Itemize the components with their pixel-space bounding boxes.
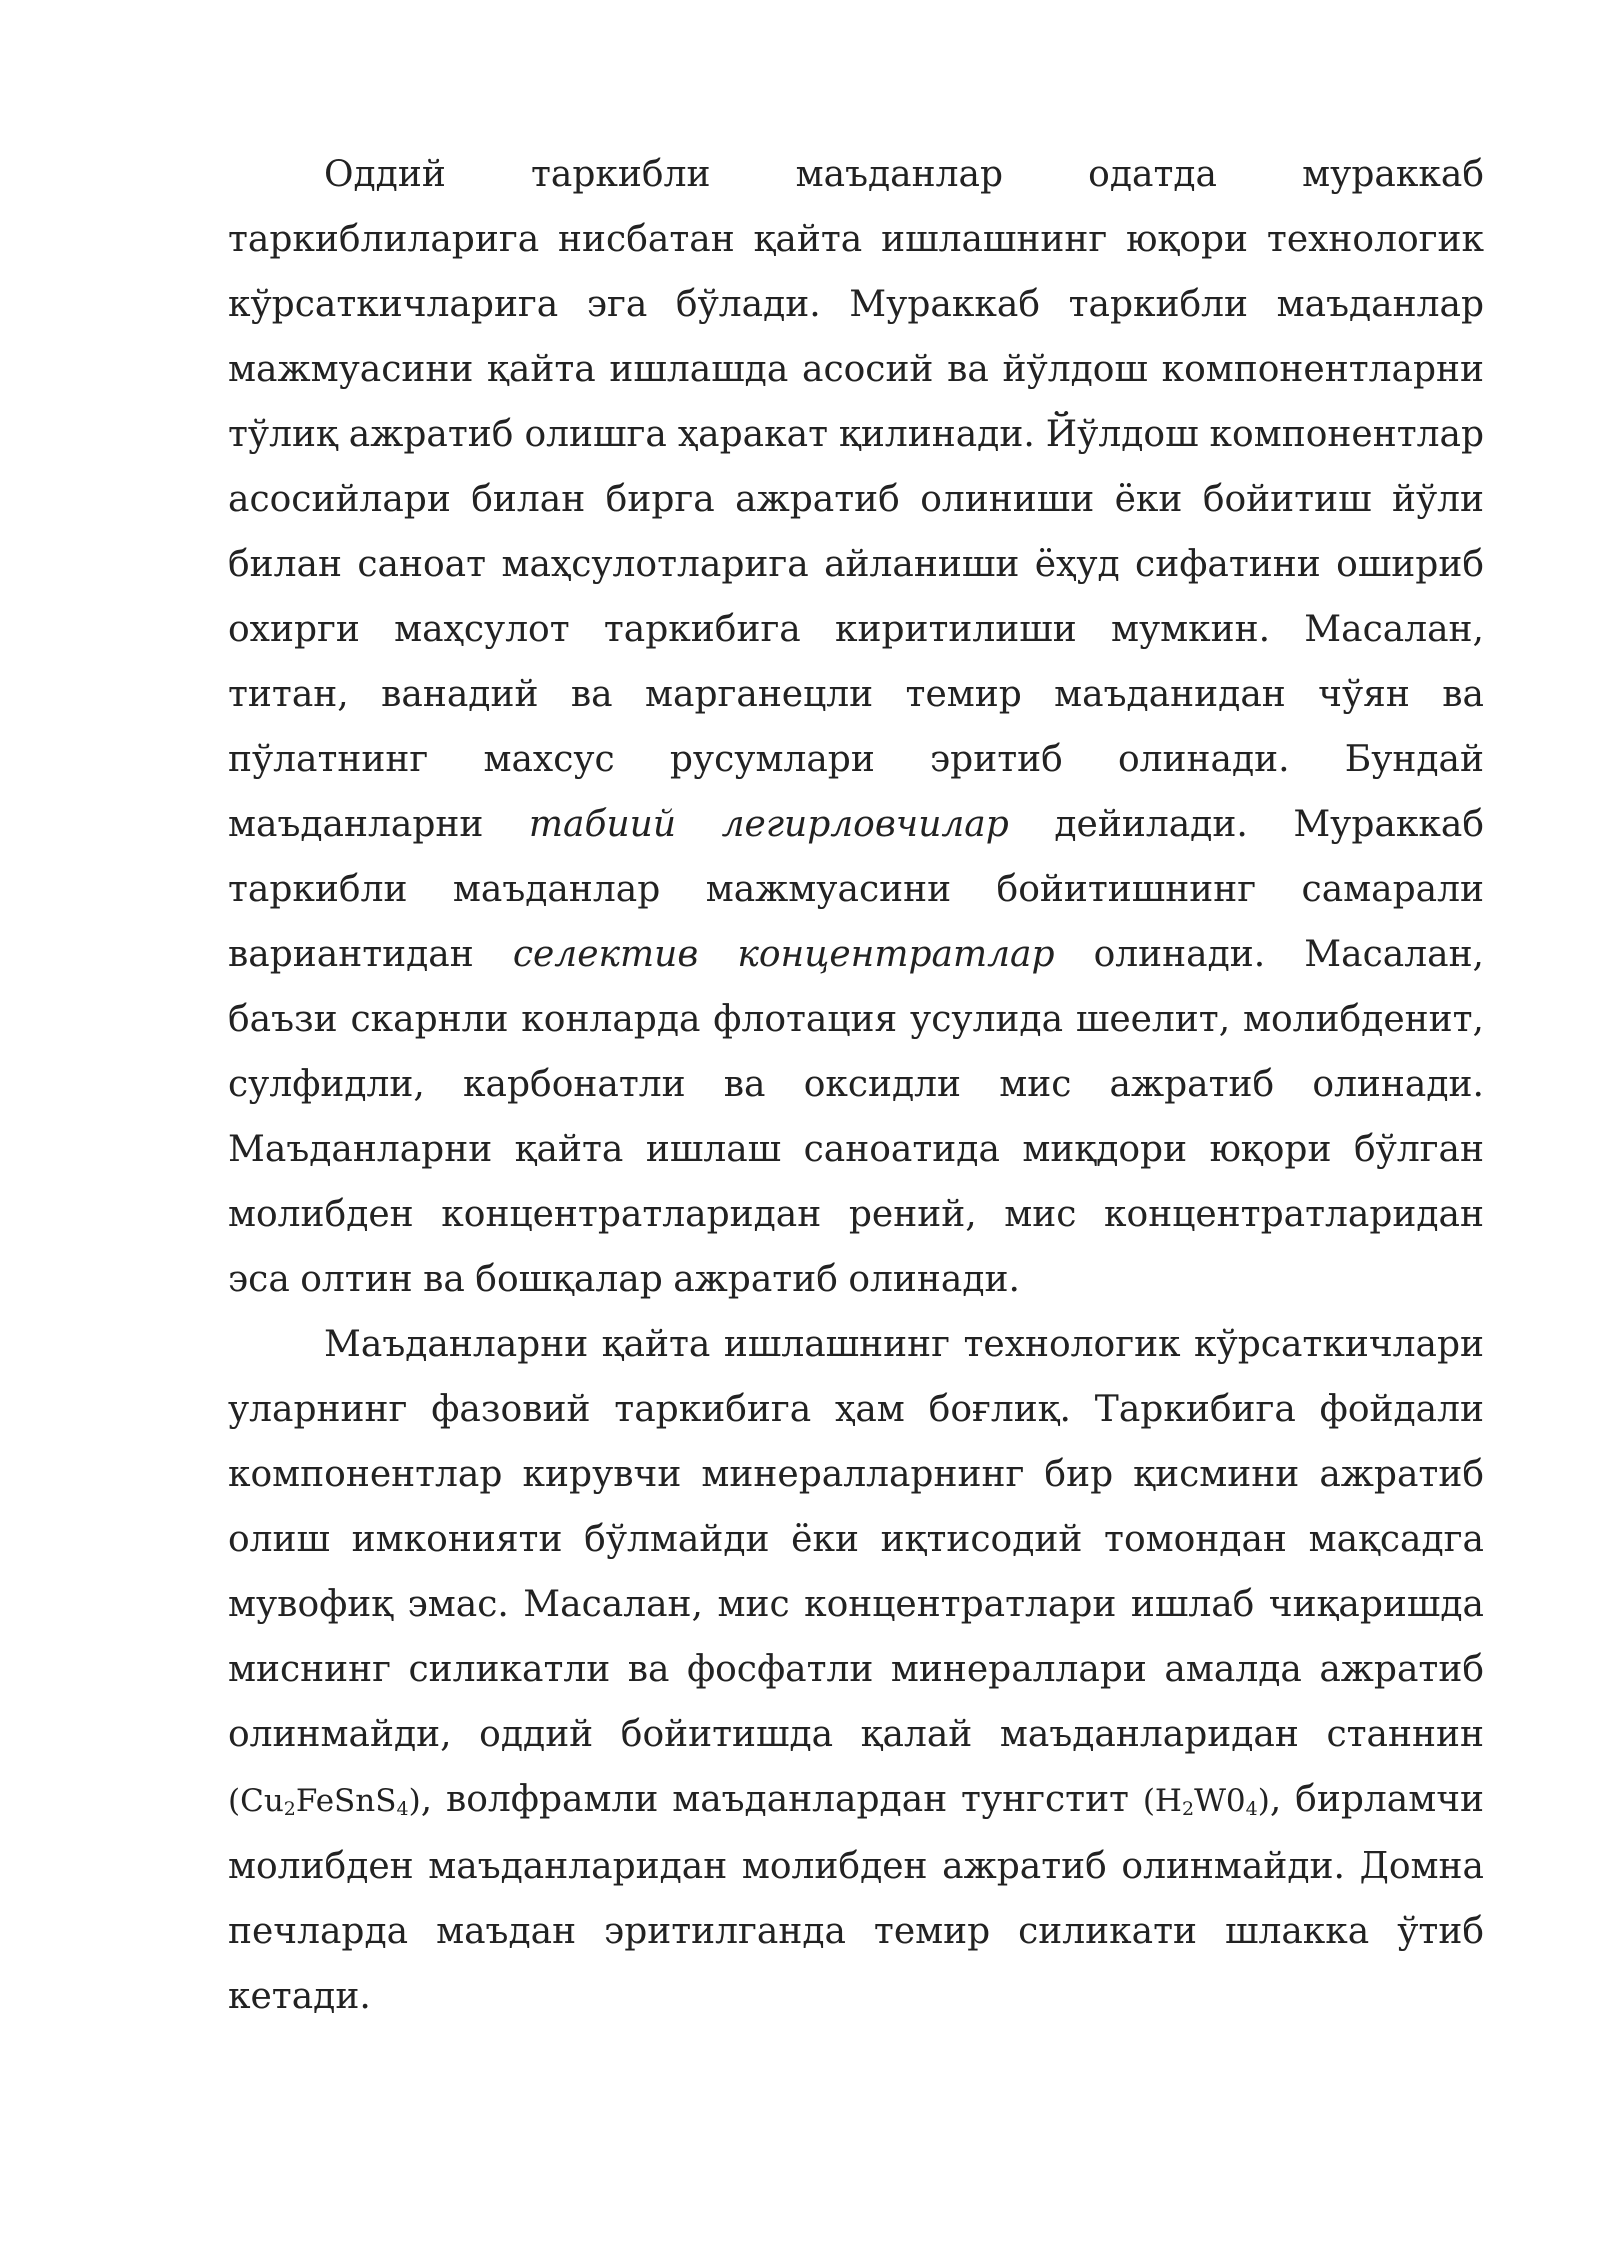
formula-tungstite — [1143, 1783, 1270, 1819]
document-page — [228, 142, 1484, 2029]
formula-tungstite-open: (H — [1142, 1783, 1182, 1819]
formula-stannite-close: ) — [408, 1783, 421, 1819]
formula-tungstite-mid: W0 — [1194, 1783, 1246, 1819]
formula-stannite-mid: FeSnS — [295, 1783, 397, 1819]
paragraph-2-text-2: , волфрамли маъданлардан тунгстит — [420, 1779, 1143, 1820]
paragraph-1-text-1: Оддий таркибли маъданлар одатда мураккаб таркиблиларига нисбатан қайта ишлашнинг юқори технологик кўрсаткичларига эга бўлади. Мураккаб таркибли маъданлар мажмуасини қайта ишлашда асосий ва йўлдош компонентларни тўлиқ ажратиб олишга ҳаракат қилинади. Йўлдош компонентлар асосийлари билан бирга ажратиб олиниши ёки бойитиш йўли билан саноат маҳсулотларига айланиши ёҳуд сифатини ошириб охирги маҳсулот таркибига киритилиши мумкин. Масалан, титан, ванадий ва марганецли темир маъданидан чўян ва пўлатнинг махсус русумлари эритиб олинади. Бундай маъданларни — [228, 154, 1484, 845]
formula-tungstite-sub-1: 2 — [1181, 1798, 1195, 1820]
paragraph-1 — [228, 142, 1484, 1312]
paragraph-2 — [228, 1312, 1484, 2029]
paragraph-1-text-3: олинади. Масалан, баъзи скарнли конларда флотация усулида шеелит, молибденит, сулфидли, карбонатли ва оксидли мис ажратиб олинади. Маъданларни қайта ишлаш саноатида миқдори юқори бўлган молибден концентратларидан рений, мис концентратларидан эса олтин ва бошқалар ажратиб олинади. — [228, 934, 1484, 1300]
formula-tungstite-close: ) — [1257, 1783, 1270, 1819]
formula-tungstite-sub-2: 4 — [1245, 1798, 1258, 1820]
paragraph-2-text-1: Маъданларни қайта ишлашнинг технологик кўрсаткичлари уларнинг фазовий таркибига ҳам боғлиқ. Таркибига фойдали компонентлар кирувчи минералларнинг бир қисмини ажратиб олиш имконияти бўлмайди ёки иқтисодий томондан мақсадга мувофиқ эмас. Масалан, мис концентратлари ишлаб чиқаришда миснинг силикатли ва фосфатли минераллари амалда ажратиб олинмайди, оддий бойитишда қалай маъданларидан станнин — [228, 1324, 1484, 1755]
term-selective-concentrates: селектив концентратлар — [512, 934, 1055, 975]
formula-stannite-open: (Cu — [228, 1783, 284, 1819]
formula-stannite — [228, 1783, 421, 1819]
paragraph-2-text-3: , бирламчи молибден маъданларидан молибден ажратиб олинмайди. Домна печларда маъдан эритилганда темир силикати шлакка ўтиб кетади. — [228, 1779, 1484, 2017]
paragraph-1-text-2: дейилади. Мураккаб таркибли маъданлар мажмуасини бойитишнинг самарали вариантидан — [228, 804, 1484, 975]
term-natural-alloying-agents: табиий легирловчилар — [528, 804, 1009, 845]
formula-stannite-sub-2: 4 — [396, 1798, 409, 1820]
formula-stannite-sub-1: 2 — [283, 1798, 296, 1820]
